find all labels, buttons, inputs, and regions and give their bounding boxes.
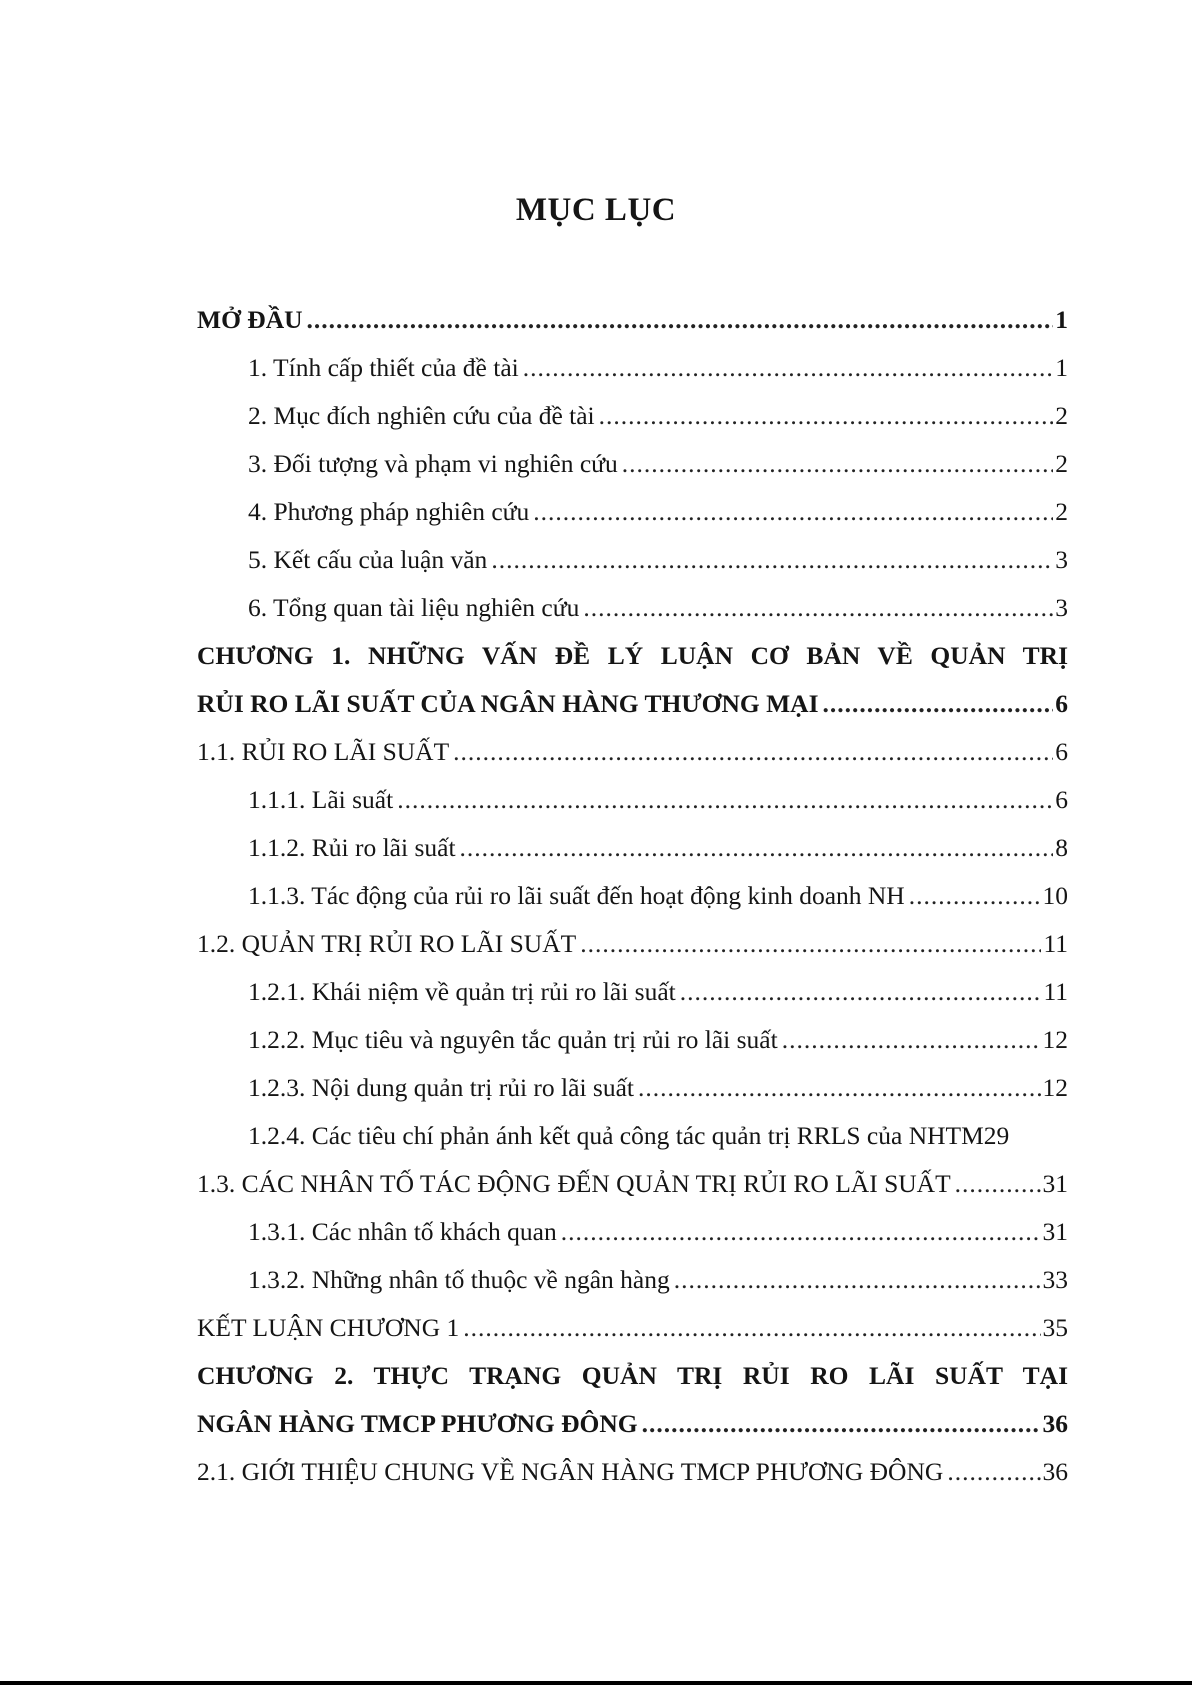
dot-leader bbox=[533, 488, 1053, 536]
page-title: MỤC LỤC bbox=[515, 192, 677, 228]
toc-entry[interactable] bbox=[197, 1064, 1068, 1112]
toc-page-number: 2 bbox=[1055, 497, 1068, 526]
toc-page-number: 36 bbox=[1042, 1409, 1068, 1438]
toc-page-number: 1 bbox=[1055, 305, 1068, 334]
toc-entry-label: MỞ ĐẦU bbox=[197, 305, 303, 334]
toc-page-number: 6 bbox=[1055, 737, 1068, 766]
toc-entry-label: 6. Tổng quan tài liệu nghiên cứu bbox=[248, 593, 580, 622]
dot-leader bbox=[823, 680, 1054, 728]
toc-page-number: 1 bbox=[1055, 353, 1068, 382]
dot-leader bbox=[523, 344, 1054, 392]
toc-page-number: 31 bbox=[1042, 1169, 1068, 1198]
dot-leader bbox=[680, 968, 1042, 1016]
toc-page-number: 8 bbox=[1055, 833, 1068, 862]
toc-page-number: 33 bbox=[1042, 1265, 1068, 1294]
toc-entry[interactable] bbox=[197, 920, 1068, 968]
toc-entry-label: 1.2.1. Khái niệm về quản trị rủi ro lãi suất bbox=[248, 977, 676, 1006]
toc-entry-label: 2.1. GIỚI THIỆU CHUNG VỀ NGÂN HÀNG TMCP PHƯƠNG ĐÔNG bbox=[197, 1457, 944, 1486]
toc-entry-label: 1. Tính cấp thiết của đề tài bbox=[248, 353, 519, 382]
toc-entry[interactable] bbox=[197, 392, 1068, 440]
toc-entry-label: 3. Đối tượng và phạm vi nghiên cứu bbox=[248, 449, 618, 478]
dot-leader bbox=[460, 824, 1054, 872]
toc-page-number: 36 bbox=[1042, 1457, 1068, 1486]
toc-entry-label: 1.3. CÁC NHÂN TỐ TÁC ĐỘNG ĐẾN QUẢN TRỊ RỦI RO LÃI SUẤT bbox=[197, 1169, 951, 1198]
toc-page-number: 6 bbox=[1055, 689, 1068, 718]
dot-leader bbox=[642, 1400, 1041, 1448]
dot-leader bbox=[638, 1064, 1041, 1112]
dot-leader bbox=[491, 536, 1053, 584]
toc-entry-label: 1.2.2. Mục tiêu và nguyên tắc quản trị rủi ro lãi suất bbox=[248, 1025, 778, 1054]
toc-page-number: 3 bbox=[1055, 545, 1068, 574]
chapter-1-heading[interactable]: CHƯƠNG 1. NHỮNG VẤN ĐỀ LÝ LUẬN CƠ BẢN VỀ QUẢN TRỊ bbox=[197, 641, 1068, 670]
toc-entry[interactable] bbox=[197, 776, 1068, 824]
toc-page-number: 11 bbox=[1043, 929, 1068, 958]
toc-entry[interactable] bbox=[197, 1304, 1068, 1352]
table-of-contents bbox=[197, 296, 1068, 1496]
toc-entry[interactable] bbox=[197, 968, 1068, 1016]
toc-entry-label: 1.3.1. Các nhân tố khách quan bbox=[248, 1217, 557, 1246]
toc-entry-label: 1.2. QUẢN TRỊ RỦI RO LÃI SUẤT bbox=[197, 929, 577, 958]
toc-page-number: 2 bbox=[1055, 449, 1068, 478]
toc-entry[interactable] bbox=[197, 584, 1068, 632]
toc-page-number: 29 bbox=[983, 1121, 1010, 1150]
toc-page-number: 12 bbox=[1042, 1025, 1068, 1054]
toc-entry-label: 1.2.3. Nội dung quản trị rủi ro lãi suất bbox=[248, 1073, 634, 1102]
toc-entry[interactable] bbox=[197, 1448, 1068, 1496]
toc-entry[interactable] bbox=[197, 536, 1068, 584]
toc-entry-label: 1.1.2. Rủi ro lãi suất bbox=[248, 833, 456, 862]
bottom-edge-border bbox=[0, 1681, 1192, 1685]
toc-entry[interactable] bbox=[197, 1160, 1068, 1208]
toc-entry[interactable] bbox=[197, 872, 1068, 920]
toc-entry-label: NGÂN HÀNG TMCP PHƯƠNG ĐÔNG bbox=[197, 1409, 638, 1438]
toc-entry-label: 2. Mục đích nghiên cứu của đề tài bbox=[248, 401, 595, 430]
toc-entry-label: 5. Kết cấu của luận văn bbox=[248, 545, 488, 574]
toc-entry-label: 1.1.1. Lãi suất bbox=[248, 785, 394, 814]
toc-entry[interactable] bbox=[197, 1112, 1068, 1160]
dot-leader bbox=[955, 1160, 1041, 1208]
toc-entry[interactable] bbox=[197, 824, 1068, 872]
dot-leader bbox=[947, 1448, 1040, 1496]
dot-leader bbox=[599, 392, 1054, 440]
dot-leader bbox=[622, 440, 1054, 488]
toc-entry-chapter-2[interactable] bbox=[197, 1400, 1068, 1448]
dot-leader bbox=[307, 296, 1054, 344]
toc-entry-label: 1.1.3. Tác động của rủi ro lãi suất đến hoạt động kinh doanh NH bbox=[248, 881, 905, 910]
toc-page-number: 2 bbox=[1055, 401, 1068, 430]
dot-leader bbox=[561, 1208, 1041, 1256]
toc-page-number: 12 bbox=[1042, 1073, 1068, 1102]
dot-leader bbox=[453, 728, 1053, 776]
toc-entry[interactable] bbox=[197, 1208, 1068, 1256]
chapter-2-heading[interactable]: CHƯƠNG 2. THỰC TRẠNG QUẢN TRỊ RỦI RO LÃI SUẤT TẠI bbox=[197, 1361, 1068, 1390]
toc-entry[interactable] bbox=[197, 1256, 1068, 1304]
dot-leader bbox=[782, 1016, 1041, 1064]
dot-leader bbox=[463, 1304, 1040, 1352]
dot-leader bbox=[909, 872, 1041, 920]
toc-page-number: 10 bbox=[1042, 881, 1068, 910]
toc-entry[interactable] bbox=[197, 344, 1068, 392]
toc-entry[interactable] bbox=[197, 728, 1068, 776]
dot-leader bbox=[674, 1256, 1041, 1304]
toc-entry[interactable] bbox=[197, 1016, 1068, 1064]
toc-entry-label: 4. Phương pháp nghiên cứu bbox=[248, 497, 530, 526]
toc-page-number: 6 bbox=[1055, 785, 1068, 814]
toc-entry-mo-dau[interactable] bbox=[197, 296, 1068, 344]
toc-entry-label: 1.2.4. Các tiêu chí phản ánh kết quả công tác quản trị RRLS của NHTM bbox=[248, 1121, 984, 1150]
dot-leader bbox=[580, 920, 1041, 968]
toc-entry-label: RỦI RO LÃI SUẤT CỦA NGÂN HÀNG THƯƠNG MẠI bbox=[197, 689, 819, 718]
toc-entry[interactable] bbox=[197, 488, 1068, 536]
toc-page-number: 31 bbox=[1042, 1217, 1068, 1246]
toc-entry-label: KẾT LUẬN CHƯƠNG 1 bbox=[197, 1313, 460, 1342]
toc-page-number: 3 bbox=[1055, 593, 1068, 622]
toc-page-number: 11 bbox=[1043, 977, 1068, 1006]
dot-leader bbox=[583, 584, 1053, 632]
toc-entry-label: 1.3.2. Những nhân tố thuộc về ngân hàng bbox=[248, 1265, 670, 1294]
toc-page-number: 35 bbox=[1042, 1313, 1068, 1342]
toc-entry-chapter-1[interactable] bbox=[197, 680, 1068, 728]
dot-leader bbox=[397, 776, 1053, 824]
toc-entry[interactable] bbox=[197, 440, 1068, 488]
toc-entry-label: 1.1. RỦI RO LÃI SUẤT bbox=[197, 737, 450, 766]
